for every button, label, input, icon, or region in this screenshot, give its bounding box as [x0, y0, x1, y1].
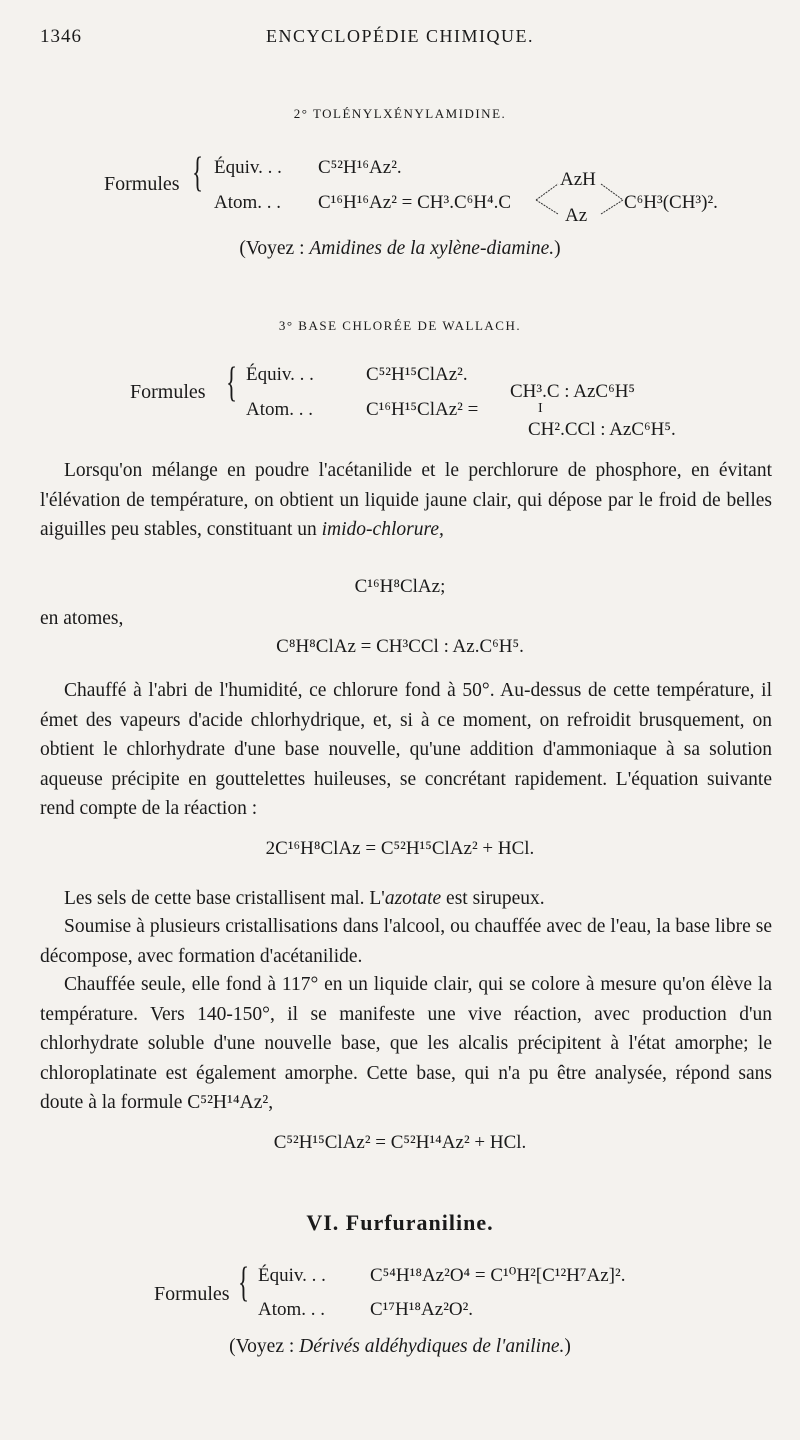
- formules-label: Formules: [130, 381, 206, 403]
- paragraph-imidochlorure: [40, 456, 772, 545]
- section-heading-tolenylxenylamidine: 2° TOLÉNYLXÉNYLAMIDINE.: [293, 106, 507, 121]
- section-heading-wallach: 3° BASE CHLORÉE DE WALLACH.: [278, 318, 522, 333]
- equation-reaction-1: 2C¹⁶H⁸ClAz = C⁵²H¹⁵ClAz² + HCl.: [265, 838, 535, 859]
- atom-label: Atom. . .: [258, 1299, 326, 1320]
- paragraph-soumise: Soumise à plusieurs cristallisations dans l'alcool, ou chauffée avec de l'eau, la base libre se décompose, avec formation d'acétanilide.: [40, 916, 772, 967]
- voyez-italic: Dérivés aldéhydiques de l'aniline.: [299, 1336, 565, 1357]
- running-title: ENCYCLOPÉDIE CHIMIQUE.: [266, 26, 534, 46]
- formula-en-atomes: C⁸H⁸ClAz = CH³CCl : Az.C⁶H⁵.: [276, 636, 524, 657]
- voyez-reference-derives: [40, 1336, 760, 1358]
- amidine-upper: AzH: [560, 169, 596, 190]
- formules-label: Formules: [154, 1283, 230, 1305]
- formula-imidochlorure: C¹⁶H⁸ClAz;: [354, 576, 446, 597]
- equiv-formula: C⁵²H¹⁶Az².: [318, 157, 402, 178]
- page-header: [40, 26, 760, 52]
- equiv-formula: C⁵⁴H¹⁸Az²O⁴ = C¹⁰H²[C¹²H⁷Az]².: [370, 1265, 626, 1286]
- equiv-label: Équiv. . .: [214, 157, 282, 178]
- atom-label: Atom. . .: [246, 399, 314, 420]
- paragraph-sels: [40, 884, 772, 914]
- paragraph-text: Lorsqu'on mélange en poudre l'acétanilide et le perchlorure de phosphore, en évitant l'élévation de température, on obtient un liquide jaune clair, qui dépose par le froid de belles aiguilles peu stables, constituant un: [40, 460, 772, 540]
- structure-bottom: CH².CCl : AzC⁶H⁵.: [528, 419, 676, 440]
- voyez-suffix: ): [554, 238, 561, 259]
- paragraph-italic: azotate: [384, 888, 442, 909]
- equation-reaction-2: C⁵²H¹⁵ClAz² = C⁵²H¹⁴Az² + HCl.: [273, 1132, 527, 1153]
- bond-lines-left: [530, 180, 570, 220]
- voyez-reference-amidines: [40, 238, 760, 260]
- paragraph-text: Les sels de cette base cristallisent mal. L': [64, 888, 385, 909]
- equiv-formula: C⁵²H¹⁵ClAz².: [366, 364, 468, 385]
- paragraph-text-after: est sirupeux.: [441, 888, 545, 909]
- paragraph-chauffee-seule: Chauffée seule, elle fond à 117° en un liquide clair, qui se colore à mesure qu'on élève la température. Vers 140-150°, il se manifeste une vive réaction, avec production d'un chlorhydrate soluble d'une nouvelle base, que les alcalis précipitent à l'état amorphe; le chloroplatinate est également amorphe. Cette base, qui n'a pu être analysée, répond sans doute à la formule C⁵²H¹⁴Az²,: [40, 974, 772, 1113]
- equiv-label: Équiv. . .: [258, 1265, 326, 1286]
- brace-icon: {: [238, 1260, 250, 1306]
- structure-bond: I: [538, 401, 543, 416]
- formules-label: Formules: [104, 173, 180, 195]
- atom-formula: C¹⁶H¹⁶Az² = CH³.C⁶H⁴.C: [318, 192, 512, 213]
- voyez-prefix: (Voyez :: [239, 238, 305, 259]
- brace-icon: {: [226, 360, 238, 406]
- atom-formula: C¹⁶H¹⁵ClAz² =: [366, 399, 479, 420]
- atom-formula-right: C⁶H³(CH³)².: [624, 192, 718, 213]
- structure-top: CH³.C : AzC⁶H⁵: [510, 381, 636, 402]
- brace-icon: {: [192, 150, 204, 196]
- paragraph-chauffe-abri: Chauffé à l'abri de l'humidité, ce chlorure fond à 50°. Au-dessus de cette température, il émet des vapeurs d'acide chlorhydrique, et, si à ce moment, on refroidit brusquement, on obtient le chlorhydrate d'une base nouvelle, qu'une addition d'ammoniaque à sa solution aqueuse précipite en gouttelettes huileuses, se concrétant rapidement. L'équation suivante rend compte de la réaction :: [40, 680, 772, 819]
- page-number: 1346: [40, 26, 82, 47]
- atom-formula: C¹⁷H¹⁸Az²O².: [370, 1299, 474, 1320]
- atom-label: Atom. . .: [214, 192, 282, 213]
- paragraph-italic: imido-chlorure,: [321, 519, 444, 540]
- voyez-prefix: (Voyez :: [229, 1336, 295, 1357]
- voyez-italic: Amidines de la xylène-diamine.: [309, 238, 555, 259]
- voyez-suffix: ): [564, 1336, 571, 1357]
- equiv-label: Équiv. . .: [246, 364, 314, 385]
- section-title-furfuraniline: VI. Furfuraniline.: [306, 1210, 494, 1235]
- amidine-lower: Az: [565, 205, 588, 226]
- en-atomes-label: en atomes,: [40, 608, 124, 629]
